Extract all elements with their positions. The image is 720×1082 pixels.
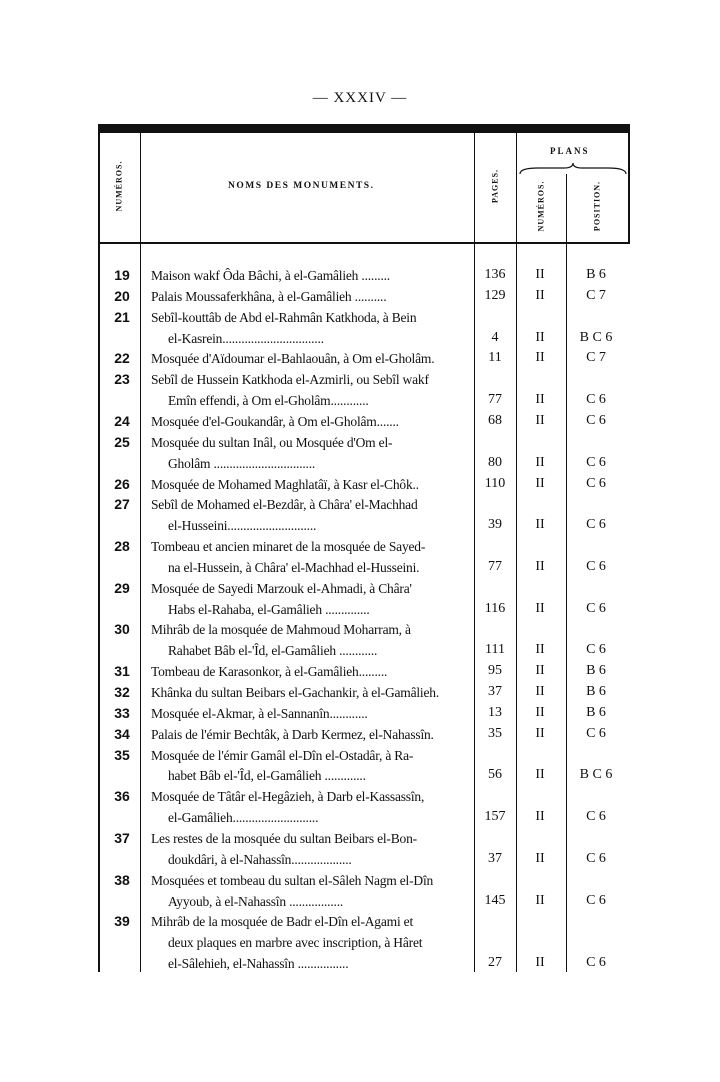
table-row — [98, 620, 630, 640]
table-row — [98, 954, 630, 974]
plan-number: II — [535, 704, 545, 720]
table-row — [98, 641, 630, 661]
plan-number: II — [535, 267, 545, 282]
page-number: 56 — [488, 767, 502, 783]
plan-position: C 6 — [586, 412, 606, 428]
plan-position: C 6 — [586, 517, 606, 533]
header-pages: PAGES. — [490, 168, 500, 204]
page-number: 77 — [488, 392, 502, 408]
table-row — [98, 329, 630, 349]
header-plans-numeros: NUMÉROS. — [536, 180, 546, 232]
monument-name: Gholâm ................................ — [168, 455, 316, 471]
monument-name: Mosquée de l'émir Gamâl el-Dîn el-Ostadâr, à Ra- — [151, 747, 414, 763]
plan-number: II — [535, 412, 545, 428]
plan-position: B C 6 — [579, 767, 613, 783]
table-row — [98, 475, 630, 495]
row-number: 28 — [114, 538, 130, 555]
monument-name: Mosquée de Sayedi Marzouk el-Ahmadi, à Châra' — [151, 580, 412, 596]
monument-name: Tombeau et ancien minaret de la mosquée de Sayed- — [151, 539, 426, 555]
page-number: 37 — [488, 850, 502, 866]
table-row — [98, 704, 630, 724]
monuments-table — [98, 124, 630, 972]
plan-number: II — [535, 329, 545, 345]
table-row — [98, 725, 630, 745]
page-number: 116 — [484, 600, 506, 616]
plan-position: C 7 — [586, 287, 606, 303]
monument-name: el-Husseini............................ — [168, 518, 317, 534]
table-row — [98, 662, 630, 682]
monument-name: el-Kasrein................................ — [168, 330, 324, 346]
plan-position: B 6 — [586, 267, 606, 282]
table-row — [98, 683, 630, 703]
row-number: 24 — [114, 412, 130, 429]
table-row — [98, 454, 630, 474]
row-number: 29 — [114, 579, 130, 596]
table-row — [98, 537, 630, 557]
plan-number: II — [535, 392, 545, 408]
table-top-rule — [98, 124, 630, 133]
monument-name: Khânka du sultan Beibars el-Gachankir, à el-Gamâlieh. — [151, 685, 439, 700]
row-number: 36 — [114, 788, 130, 805]
row-number: 25 — [114, 433, 130, 450]
row-number: 38 — [114, 871, 130, 888]
page-number: 13 — [488, 704, 502, 720]
monument-name: Sebîl-kouttâb de Abd el-Rahmân Katkhoda, à Bein — [151, 309, 417, 325]
page-number: 157 — [484, 809, 506, 825]
row-number: 33 — [114, 704, 130, 721]
plan-position: C 6 — [586, 850, 606, 866]
plan-number: II — [535, 955, 545, 971]
page-number: 68 — [488, 412, 502, 428]
monument-name: Mosquée de Tâtâr el-Hegâzieh, à Darb el-Kassassîn, — [151, 789, 425, 805]
row-number: 32 — [114, 684, 130, 700]
table-row — [98, 746, 630, 766]
monument-name: Habs el-Rahaba, el-Gamâlieh .............. — [168, 601, 370, 617]
table-row — [98, 829, 630, 849]
plan-number: II — [535, 767, 545, 783]
page-number: 129 — [484, 287, 506, 303]
table-row — [98, 892, 630, 912]
monument-name: Les restes de la mosquée du sultan Beibars el-Bon- — [151, 830, 417, 846]
plan-number: II — [535, 663, 545, 679]
monument-name: Mosquée d'Aïdoumar el-Bahlaouân, à Om el-Gholâm. — [151, 351, 435, 367]
monument-name: el-Gamâlieh........................... — [168, 810, 319, 826]
monument-name: habet Bâb el-'Îd, el-Gamâlieh ............. — [168, 768, 366, 784]
table-row — [98, 558, 630, 578]
monument-name: el-Sâlehieh, el-Nahassîn ................ — [168, 956, 349, 972]
table-row — [98, 808, 630, 828]
plans-brace — [518, 162, 628, 176]
page-number: 39 — [488, 517, 502, 533]
row-number: 39 — [114, 913, 130, 930]
plan-position: C 6 — [586, 955, 606, 971]
monument-name: deux plaques en marbre avec inscription, à Hâret — [168, 935, 423, 951]
plan-position: C 6 — [586, 454, 606, 470]
table-row — [98, 412, 630, 432]
plan-number: II — [535, 350, 545, 366]
row-number: 35 — [114, 746, 130, 763]
plan-number: II — [535, 642, 545, 658]
row-number: 37 — [114, 829, 130, 846]
table-row — [98, 516, 630, 536]
table-row — [98, 912, 630, 932]
column-rule — [628, 124, 630, 242]
table-row — [98, 287, 630, 307]
table-row — [98, 495, 630, 515]
monument-name: Sebîl de Hussein Katkhoda el-Azmirli, ou Sebîl wakf — [151, 372, 429, 388]
header-rule — [98, 242, 630, 244]
row-number: 21 — [114, 308, 130, 325]
monument-name: na el-Hussein, à Châra' el-Machhad el-Husseini. — [168, 559, 420, 575]
plan-number: II — [535, 517, 545, 533]
page-number: 145 — [484, 892, 506, 908]
plan-position: C 6 — [586, 392, 606, 408]
monument-name: Mosquées et tombeau du sultan el-Sâleh Nagm el-Dîn — [151, 872, 434, 888]
row-number: 30 — [114, 621, 130, 638]
page-number: 35 — [488, 725, 502, 741]
plan-number: II — [535, 287, 545, 303]
page-number: 37 — [488, 684, 502, 699]
plan-position: C 6 — [586, 892, 606, 908]
table-row — [98, 370, 630, 390]
plan-position: B 6 — [586, 663, 606, 679]
page-number: 95 — [488, 663, 502, 679]
row-number: 20 — [114, 287, 130, 304]
table-row — [98, 579, 630, 599]
page-number: 110 — [484, 475, 506, 491]
row-number: 27 — [114, 496, 130, 513]
plan-number: II — [535, 600, 545, 616]
monument-name: Palais Moussaferkhâna, à el-Gamâlieh .......... — [151, 288, 387, 304]
table-row — [98, 600, 630, 620]
monument-name: Rahabet Bâb el-'Îd, el-Gamâlieh ............ — [168, 643, 378, 659]
header-plans-position: POSITION. — [592, 180, 602, 232]
monument-name: Mihrâb de la mosquée de Badr el-Dîn el-Agami et — [151, 914, 414, 930]
plan-position: C 6 — [586, 642, 606, 658]
monument-name: Sebîl de Mohamed el-Bezdâr, à Châra' el-Machhad — [151, 497, 418, 513]
page-number: 27 — [488, 955, 502, 971]
plan-position: C 6 — [586, 809, 606, 825]
monument-name: Palais de l'émir Bechtâk, à Darb Kermez, el-Nahassîn. — [151, 726, 434, 742]
plan-number: II — [535, 684, 545, 699]
plan-number: II — [535, 558, 545, 574]
table-row — [98, 266, 630, 286]
page-header: — XXXIV — — [312, 90, 408, 106]
plan-position: C 6 — [586, 475, 606, 491]
page-number: 4 — [491, 329, 499, 345]
row-number: 23 — [114, 371, 130, 388]
plan-position: C 6 — [586, 558, 606, 574]
plan-position: C 6 — [586, 725, 606, 741]
plan-position: C 7 — [586, 350, 606, 366]
table-row — [98, 933, 630, 953]
table-row — [98, 349, 630, 369]
header-plans: PLANS — [550, 146, 590, 156]
table-row — [98, 850, 630, 870]
table-row — [98, 787, 630, 807]
monument-name: Mosquée d'el-Goukandâr, à Om el-Gholâm....... — [151, 413, 399, 429]
page-number: 136 — [484, 267, 506, 282]
plan-number: II — [535, 725, 545, 741]
monument-name: Mosquée de Mohamed Maghlatâï, à Kasr el-Chôk.. — [151, 476, 419, 492]
page-number: 77 — [488, 558, 502, 574]
plan-position: B 6 — [586, 704, 606, 720]
page-number: 80 — [488, 454, 502, 470]
plan-position: B 6 — [586, 684, 606, 699]
row-number: 22 — [114, 350, 130, 367]
table-row — [98, 871, 630, 891]
table-row — [98, 391, 630, 411]
plan-number: II — [535, 454, 545, 470]
row-number: 31 — [114, 663, 130, 680]
monument-name: Tombeau de Karasonkor, à el-Gamâlieh......... — [151, 664, 388, 680]
header-numeros: NUMÉROS. — [114, 160, 124, 212]
row-number: 19 — [114, 267, 130, 283]
table-row — [98, 766, 630, 786]
table-row — [98, 433, 630, 453]
page-number: 11 — [488, 350, 502, 366]
page-number: 111 — [485, 642, 505, 658]
plan-number: II — [535, 809, 545, 825]
row-number: 34 — [114, 725, 130, 742]
table-row — [98, 308, 630, 328]
monument-name: doukdâri, à el-Nahassîn................... — [168, 851, 352, 867]
monument-name: Mihrâb de la mosquée de Mahmoud Moharram, à — [151, 622, 411, 638]
monument-name: Maison wakf Ôda Bâchi, à el-Gamâlieh ......... — [151, 268, 390, 283]
monument-name: Ayyoub, à el-Nahassîn ................. — [168, 893, 344, 909]
monument-name: Mosquée du sultan Inâl, ou Mosquée d'Om el- — [151, 434, 393, 450]
monument-name: Emîn effendi, à Om el-Gholâm............ — [168, 393, 369, 409]
row-number: 26 — [114, 475, 130, 492]
header-noms-des-monuments: NOMS DES MONUMENTS. — [228, 181, 375, 191]
plan-number: II — [535, 850, 545, 866]
plan-number: II — [535, 475, 545, 491]
plan-number: II — [535, 892, 545, 908]
plan-position: B C 6 — [579, 329, 613, 345]
plan-position: C 6 — [586, 600, 606, 616]
monument-name: Mosquée el-Akmar, à el-Sannanîn............ — [151, 705, 368, 721]
